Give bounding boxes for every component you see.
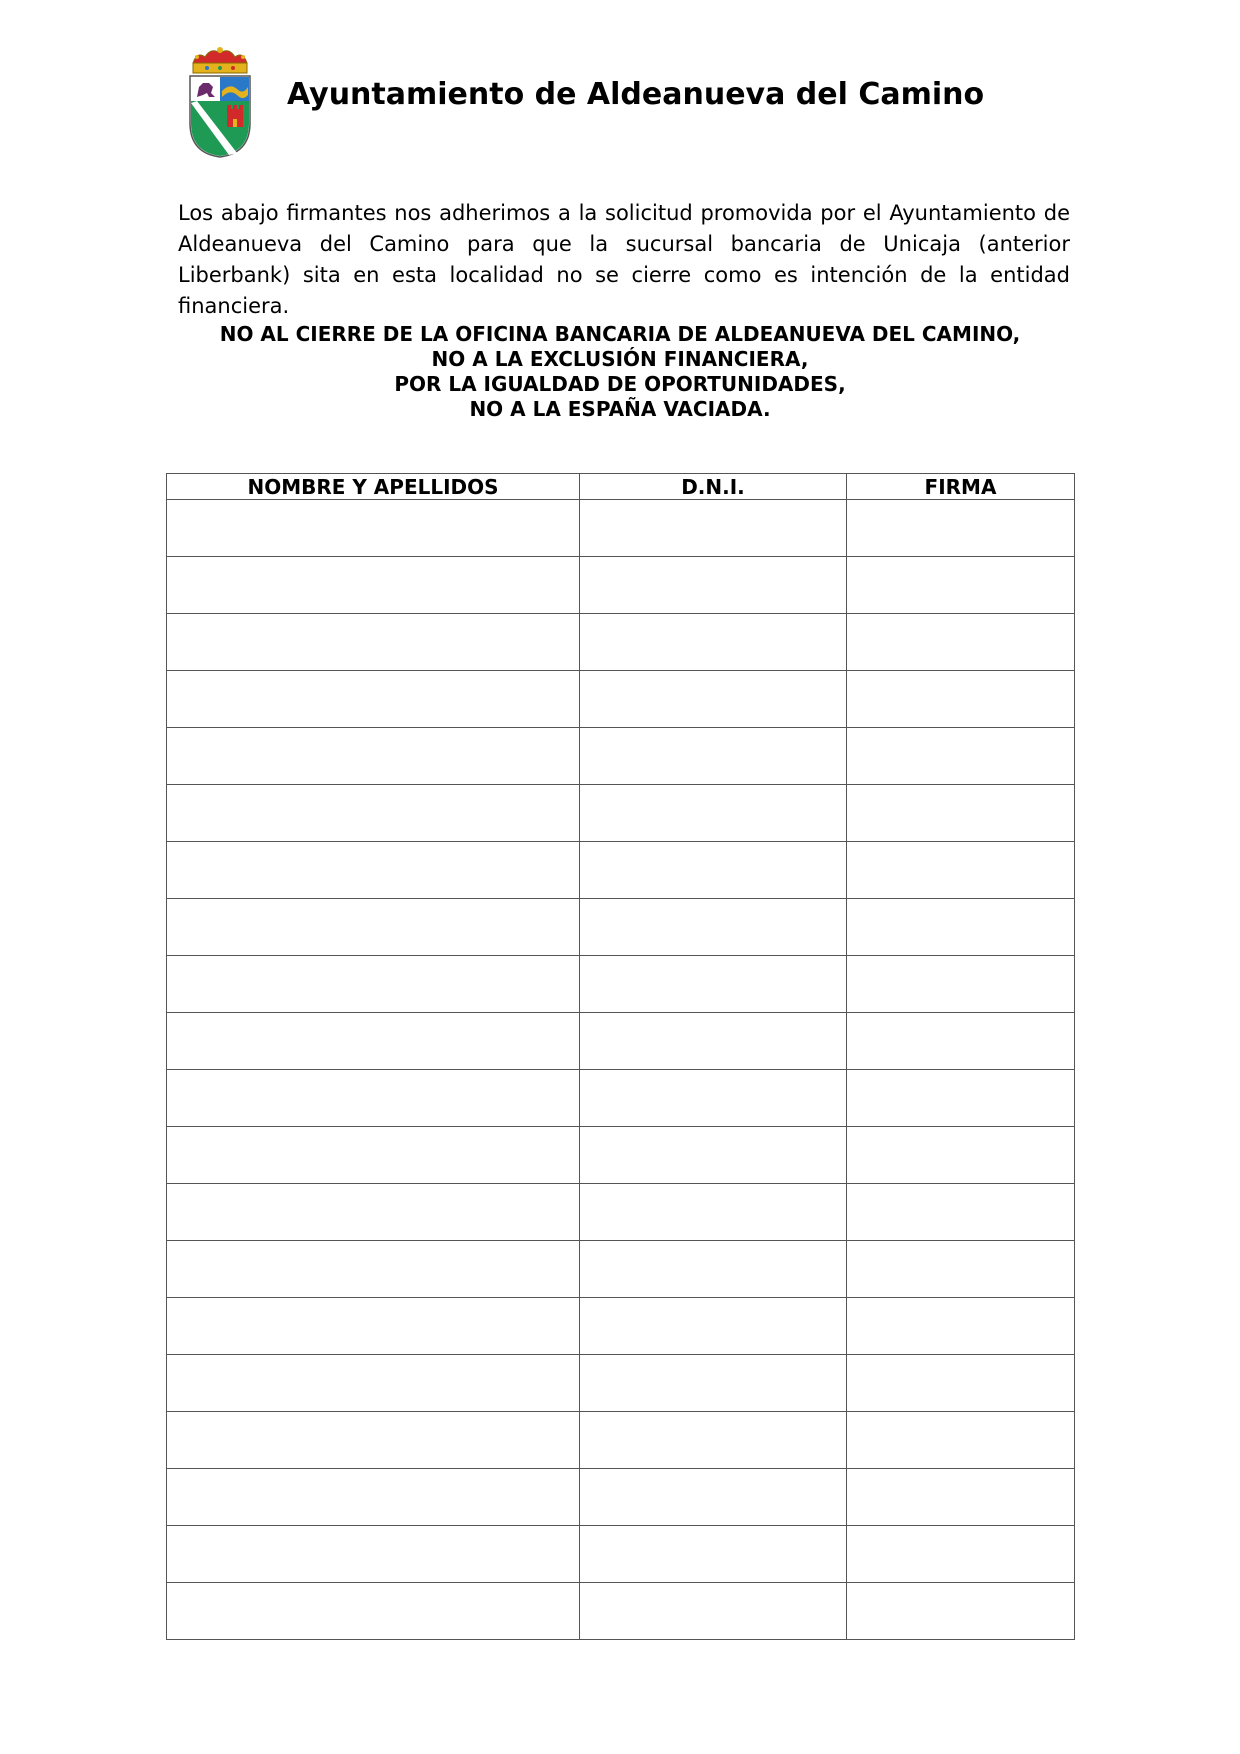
signature-cell[interactable] xyxy=(847,1526,1075,1583)
name-cell[interactable] xyxy=(167,500,580,557)
signature-cell[interactable] xyxy=(847,842,1075,899)
name-cell[interactable] xyxy=(167,1412,580,1469)
name-cell[interactable] xyxy=(167,557,580,614)
signature-cell[interactable] xyxy=(847,500,1075,557)
name-cell[interactable] xyxy=(167,1127,580,1184)
signature-table xyxy=(166,473,1075,1640)
signature-cell[interactable] xyxy=(847,671,1075,728)
dni-cell[interactable] xyxy=(580,1412,847,1469)
name-cell[interactable] xyxy=(167,1469,580,1526)
dni-cell[interactable] xyxy=(580,1526,847,1583)
dni-cell[interactable] xyxy=(580,500,847,557)
table-row xyxy=(167,1127,1075,1184)
table-row xyxy=(167,1412,1075,1469)
signature-cell[interactable] xyxy=(847,557,1075,614)
dni-cell[interactable] xyxy=(580,899,847,956)
table-row xyxy=(167,614,1075,671)
name-cell[interactable] xyxy=(167,728,580,785)
column-header-name: NOMBRE Y APELLIDOS xyxy=(167,474,580,500)
signature-cell[interactable] xyxy=(847,1070,1075,1127)
header xyxy=(185,45,1085,165)
dni-cell[interactable] xyxy=(580,1013,847,1070)
column-header-dni: D.N.I. xyxy=(580,474,847,500)
name-cell[interactable] xyxy=(167,1298,580,1355)
table-row xyxy=(167,1241,1075,1298)
slogans xyxy=(130,322,1110,422)
column-header-signature: FIRMA xyxy=(847,474,1075,500)
name-cell[interactable] xyxy=(167,842,580,899)
signature-cell[interactable] xyxy=(847,1583,1075,1640)
dni-cell[interactable] xyxy=(580,1469,847,1526)
name-cell[interactable] xyxy=(167,785,580,842)
dni-cell[interactable] xyxy=(580,728,847,785)
dni-cell[interactable] xyxy=(580,1298,847,1355)
dni-cell[interactable] xyxy=(580,1127,847,1184)
signature-rows xyxy=(167,500,1075,1640)
dni-cell[interactable] xyxy=(580,671,847,728)
slogan-line: POR LA IGUALDAD DE OPORTUNIDADES, xyxy=(394,372,846,396)
signature-cell[interactable] xyxy=(847,785,1075,842)
dni-cell[interactable] xyxy=(580,1241,847,1298)
signature-cell[interactable] xyxy=(847,1298,1075,1355)
dni-cell[interactable] xyxy=(580,614,847,671)
table-row xyxy=(167,500,1075,557)
table-row xyxy=(167,842,1075,899)
table-row xyxy=(167,557,1075,614)
intro-paragraph: Los abajo firmantes nos adherimos a la solicitud promovida por el Ayuntamiento de Aldeanueva del Camino para que la sucursal bancaria de Unicaja (anterior Liberbank) sita en esta localidad no se cierre como es intención de la entidad financiera. xyxy=(178,201,1070,318)
table-row xyxy=(167,1355,1075,1412)
table-row xyxy=(167,1184,1075,1241)
signature-cell[interactable] xyxy=(847,899,1075,956)
name-cell[interactable] xyxy=(167,614,580,671)
table-row xyxy=(167,728,1075,785)
table-row xyxy=(167,1070,1075,1127)
signature-cell[interactable] xyxy=(847,1184,1075,1241)
slogan-line: NO A LA EXCLUSIÓN FINANCIERA, xyxy=(431,347,809,371)
coat-of-arms-icon xyxy=(185,45,255,160)
table-header-row xyxy=(167,474,1075,500)
signature-cell[interactable] xyxy=(847,614,1075,671)
name-cell[interactable] xyxy=(167,1070,580,1127)
table-row xyxy=(167,1013,1075,1070)
table-row xyxy=(167,956,1075,1013)
signature-cell[interactable] xyxy=(847,1127,1075,1184)
table-row xyxy=(167,1526,1075,1583)
table-row xyxy=(167,785,1075,842)
name-cell[interactable] xyxy=(167,1526,580,1583)
signature-cell[interactable] xyxy=(847,1412,1075,1469)
signature-cell[interactable] xyxy=(847,956,1075,1013)
name-cell[interactable] xyxy=(167,1355,580,1412)
name-cell[interactable] xyxy=(167,899,580,956)
name-cell[interactable] xyxy=(167,671,580,728)
slogan-line: NO AL CIERRE DE LA OFICINA BANCARIA DE ALDEANUEVA DEL CAMINO, xyxy=(219,322,1021,346)
signature-cell[interactable] xyxy=(847,1013,1075,1070)
table-row xyxy=(167,671,1075,728)
table-row xyxy=(167,1583,1075,1640)
name-cell[interactable] xyxy=(167,1013,580,1070)
signature-cell[interactable] xyxy=(847,1355,1075,1412)
organization-title: Ayuntamiento de Aldeanueva del Camino xyxy=(287,77,985,112)
signature-cell[interactable] xyxy=(847,1469,1075,1526)
dni-cell[interactable] xyxy=(580,557,847,614)
name-cell[interactable] xyxy=(167,956,580,1013)
dni-cell[interactable] xyxy=(580,785,847,842)
name-cell[interactable] xyxy=(167,1241,580,1298)
dni-cell[interactable] xyxy=(580,1583,847,1640)
dni-cell[interactable] xyxy=(580,1355,847,1412)
signature-cell[interactable] xyxy=(847,728,1075,785)
signature-cell[interactable] xyxy=(847,1241,1075,1298)
dni-cell[interactable] xyxy=(580,842,847,899)
table-row xyxy=(167,899,1075,956)
slogan-line: NO A LA ESPAÑA VACIADA. xyxy=(469,397,771,421)
name-cell[interactable] xyxy=(167,1583,580,1640)
name-cell[interactable] xyxy=(167,1184,580,1241)
table-row xyxy=(167,1469,1075,1526)
table-row xyxy=(167,1298,1075,1355)
dni-cell[interactable] xyxy=(580,1070,847,1127)
dni-cell[interactable] xyxy=(580,1184,847,1241)
dni-cell[interactable] xyxy=(580,956,847,1013)
